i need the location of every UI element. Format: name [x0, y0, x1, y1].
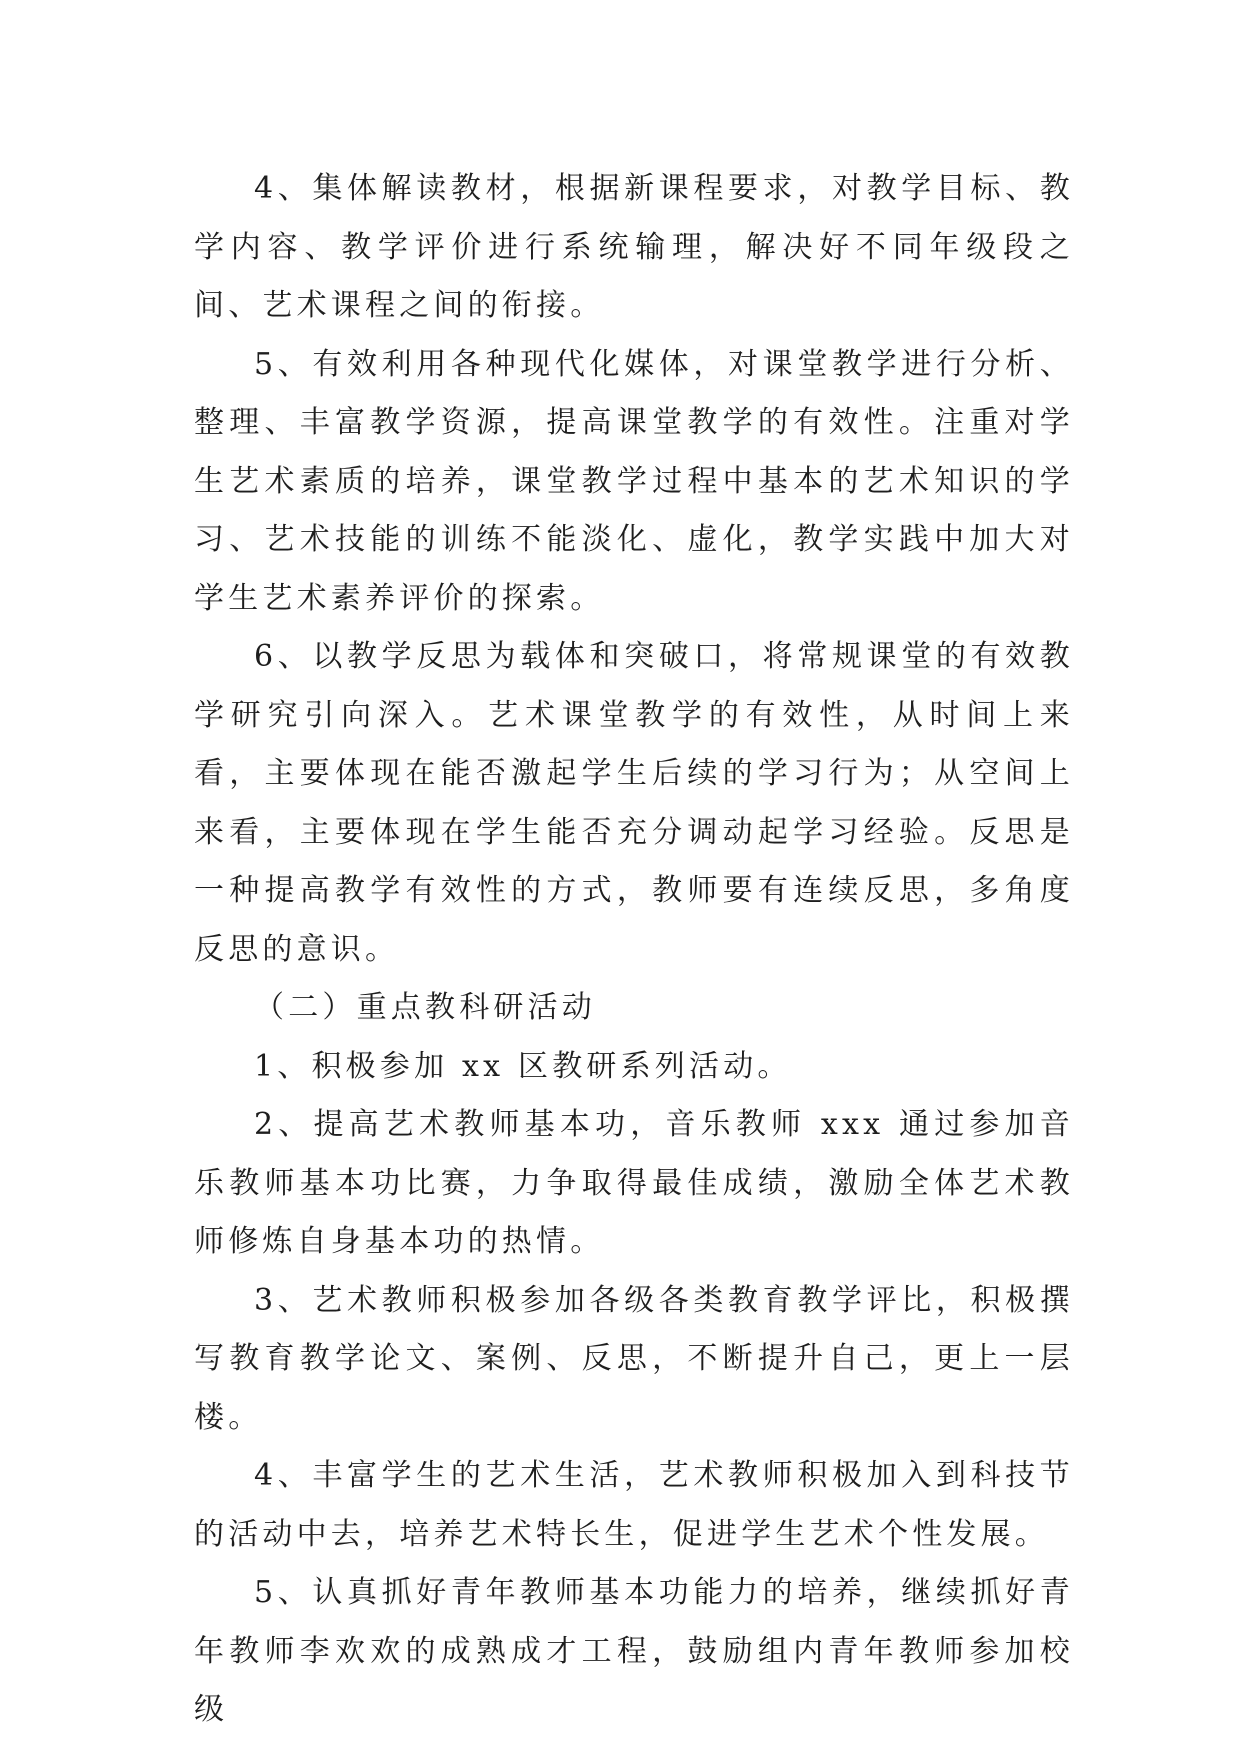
paragraph-item-6-reflection: 6、以教学反思为载体和突破口，将常规课堂的有效教学研究引向深入。艺术课堂教学的有效性，从时间上来看，主要体现在能否激起学生后续的学习行为；从空间上来看，主要体现在学生能否充分调动起学习经验。反思是一种提高教学有效性的方式，教师要有连续反思，多角度反思的意识。	[194, 639, 1074, 967]
paragraph-item-5-media: 5、有效利用各种现代化媒体，对课堂教学进行分析、整理、丰富教学资源，提高课堂教学的有效性。注重对学生艺术素质的培养，课堂教学过程中基本的艺术知识的学习、艺术技能的训练不能淡化、虚化，教学实践中加大对学生艺术素养评价的探索。	[194, 346, 1074, 616]
section-heading: （二）重点教科研活动	[254, 990, 596, 1025]
paragraph-activity-4: 4、丰富学生的艺术生活，艺术教师积极加入到科技节的活动中去，培养艺术特长生，促进学生艺术个性发展。	[194, 1458, 1074, 1552]
paragraph-item-4-textbook: 4、集体解读教材，根据新课程要求，对教学目标、教学内容、教学评价进行系统输理，解决好不同年级段之间、艺术课程之间的衔接。	[194, 171, 1074, 323]
paragraph-activity-1: 1、积极参加 xx 区教研系列活动。	[254, 1048, 792, 1084]
document-body	[194, 160, 1074, 1740]
paragraph-activity-3: 3、艺术教师积极参加各级各类教育教学评比，积极撰写教育教学论文、案例、反思，不断提升自己，更上一层楼。	[194, 1282, 1074, 1435]
paragraph-activity-2: 2、提高艺术教师基本功，音乐教师 xxx 通过参加音乐教师基本功比赛，力争取得最佳成绩，激励全体艺术教师修炼自身基本功的热情。	[194, 1107, 1074, 1259]
paragraph-activity-5: 5、认真抓好青年教师基本功能力的培养，继续抓好青年教师李欢欢的成熟成才工程，鼓励组内青年教师参加校级	[194, 1575, 1074, 1727]
